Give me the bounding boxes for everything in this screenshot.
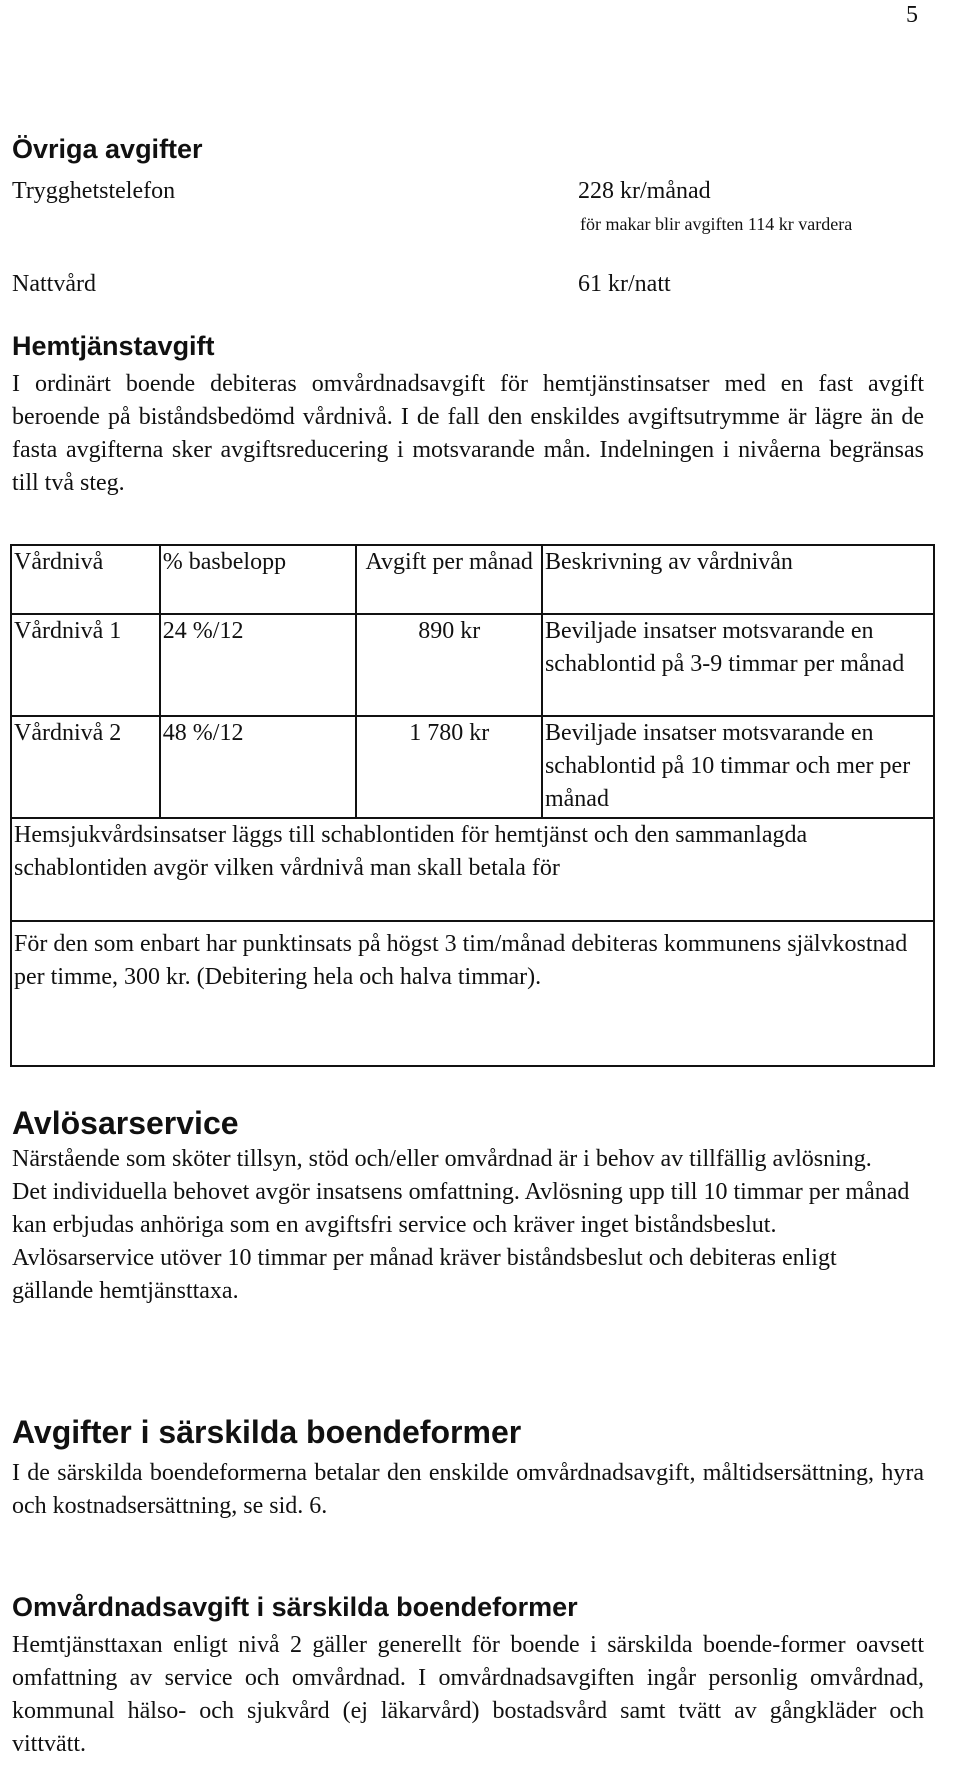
table-row (11, 716, 934, 818)
section-heading-sarskilda: Avgifter i särskilda boendeformer (12, 1414, 522, 1450)
cell-percent: 48 %/12 (160, 716, 357, 818)
fee-label-nattvard: Nattvård (12, 271, 96, 297)
cell-level: Vårdnivå 2 (11, 716, 160, 818)
table-header-row (11, 545, 934, 614)
section-heading-avlosar: Avlösarservice (12, 1105, 239, 1141)
fee-note-trygghetstelefon: för makar blir avgiften 114 kr vardera (580, 214, 853, 234)
cell-description: Beviljade insatser motsvarande en schablontid på 10 timmar och mer per månad (542, 716, 934, 818)
section-heading-ovriga: Övriga avgifter (12, 134, 203, 164)
fee-value-nattvard: 61 kr/natt (578, 271, 671, 297)
table-note-punktinsats: För den som enbart har punktinsats på högst 3 tim/månad debiteras kommunens självkostnad per timme, 300 kr. (Debitering hela och halva timmar). (11, 921, 934, 1066)
table-row (11, 614, 934, 716)
cell-percent: 24 %/12 (160, 614, 357, 716)
avlosar-paragraph: Närstående som sköter tillsyn, stöd och/eller omvårdnad är i behov av tillfällig avlösning. Det individuella behovet avgör insatsens omfattning. Avlösning upp till 10 timmar per månad kan erbjudas anhöriga som en avgiftsfri service och kräver inget biståndsbeslut. Avlösarservice utöver 10 timmar per månad kräver biståndsbeslut och debiteras enligt gällande hemtjänsttaxa. (12, 1146, 910, 1304)
fee-table (10, 544, 935, 1067)
hemtjanst-paragraph: I ordinärt boende debiteras omvårdnadsavgift för hemtjänstinsatser med en fast avgift beroende på biståndsbedömd vårdnivå. I de fall den enskildes avgiftsutrymme är lägre än de fasta avgifterna sker avgiftsreducering i motsvarande mån. Indelningen i nivåerna begränsas till två steg. (12, 371, 924, 496)
section-heading-hemtjanst: Hemtjänstavgift (12, 331, 215, 361)
header-vardniva: Vårdnivå (11, 545, 160, 614)
header-beskrivning: Beskrivning av vårdnivån (542, 545, 934, 614)
omvardnad-paragraph: Hemtjänsttaxan enligt nivå 2 gäller generellt för boende i särskilda boende-former oavsett omfattning av service och omvårdnad. I omvårdnadsavgiften ingår personlig omvårdnad, kommunal hälso- och sjukvård (ej läkarvård) bostadsvård samt tvätt av gångkläder och vittvätt. (12, 1632, 924, 1757)
fee-value-trygghetstelefon: 228 kr/månad (578, 178, 711, 204)
cell-level: Vårdnivå 1 (11, 614, 160, 716)
header-avgift: Avgift per månad (356, 545, 542, 614)
page-number: 5 (906, 2, 918, 28)
header-basbelopp: % basbelopp (160, 545, 357, 614)
sarskilda-paragraph: I de särskilda boendeformerna betalar den enskilde omvårdnadsavgift, måltidsersättning, hyra och kostnadsersättning, se sid. 6. (12, 1460, 924, 1519)
cell-fee: 1 780 kr (356, 716, 542, 818)
table-note-row (11, 921, 934, 1066)
table-note-hemsjukvard: Hemsjukvårdsinsatser läggs till schablontiden för hemtjänst och den sammanlagda schablontiden avgör vilken vårdnivå man skall betala för (11, 818, 934, 921)
table-note-row (11, 818, 934, 921)
section-heading-omvardnad: Omvårdnadsavgift i särskilda boendeformer (12, 1592, 578, 1622)
cell-fee: 890 kr (356, 614, 542, 716)
cell-description: Beviljade insatser motsvarande en schablontid på 3-9 timmar per månad (542, 614, 934, 716)
fee-label-trygghetstelefon: Trygghetstelefon (12, 178, 176, 204)
